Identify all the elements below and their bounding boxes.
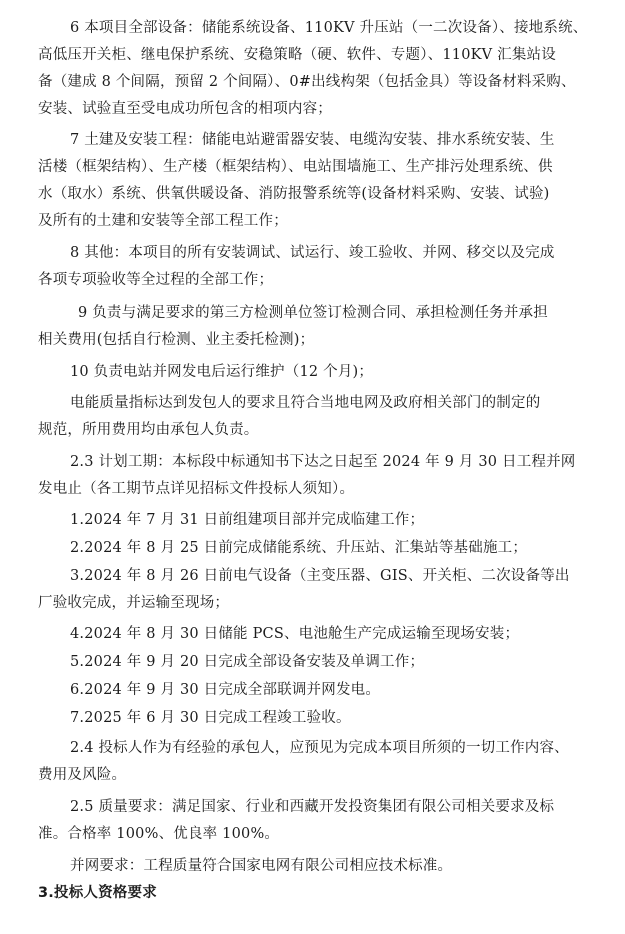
text-line: 2.4 投标人作为有经验的承包人，应预见为完成本项目所须的一切工作内容、 bbox=[70, 740, 569, 756]
text-line: 10 负责电站并网发电后运行维护（12 个月)； bbox=[70, 364, 374, 380]
text-line: 活楼（框架结构）、生产楼（框架结构）、电站围墙施工、生产排污处理系统、供 bbox=[38, 159, 553, 175]
text-line: 备（建成 8 个间隔，预留 2 个间隔）、0#出线构架（包括金具）等设备材料采购、 bbox=[38, 74, 576, 90]
text-line: 4.2024 年 8 月 30 日储能 PCS、电池舱生产完成运输至现场安装； bbox=[70, 626, 520, 642]
text-line: 准。合格率 100%、优良率 100%。 bbox=[38, 826, 280, 842]
text-line: 及所有的土建和安装等全部工程工作； bbox=[38, 213, 288, 229]
text-line: 2.2024 年 8 月 25 日前完成储能系统、升压站、汇集站等基础施工； bbox=[70, 540, 528, 556]
text-line: 9 负责与满足要求的第三方检测单位签订检测合同、承担检测任务并承担 bbox=[78, 305, 548, 321]
text-line: 3.2024 年 8 月 26 日前电气设备（主变压器、GIS、开关柜、二次设备等出 bbox=[70, 568, 570, 584]
text-line: 发电止（各工期节点详见招标文件投标人须知）。 bbox=[38, 481, 355, 497]
text-line: 电能质量指标达到发包人的要求且符合当地电网及政府相关部门的制定的 bbox=[70, 395, 541, 411]
section-title: 3.投标人资格要求 bbox=[38, 885, 157, 901]
text-line: 规范，所用费用均由承包人负责。 bbox=[38, 422, 259, 438]
text-line: 厂验收完成，并运输至现场； bbox=[38, 595, 230, 611]
text-line: 水（取水）系统、供氧供暖设备、消防报警系统等(设备材料采购、安装、试验) bbox=[38, 186, 550, 202]
text-line: 各项专项验收等全过程的全部工作； bbox=[38, 272, 274, 288]
text-line: 5.2024 年 9 月 20 日完成全部设备安装及单调工作； bbox=[70, 654, 425, 670]
text-line: 7 土建及安装工程：储能电站避雷器安装、电缆沟安装、排水系统安装、生 bbox=[70, 132, 555, 148]
text-line: 2.3 计划工期：本标段中标通知书下达之日起至 2024 年 9 月 30 日工程并网 bbox=[70, 454, 576, 470]
text-line: 8 其他：本项目的所有安装调试、试运行、竣工验收、并网、移交以及完成 bbox=[70, 245, 555, 261]
text-line: 7.2025 年 6 月 30 日完成工程竣工验收。 bbox=[70, 710, 351, 726]
text-line: 安装、试验直至受电成功所包含的相项内容； bbox=[38, 101, 332, 117]
text-line: 并网要求：工程质量符合国家电网有限公司相应技术标准。 bbox=[70, 858, 453, 874]
text-line: 2.5 质量要求：满足国家、行业和西藏开发投资集团有限公司相关要求及标 bbox=[70, 799, 555, 815]
text-line: 高低压开关柜、继电保护系统、安稳策略（硬、软件、专题）、110KV 汇集站设 bbox=[38, 47, 556, 63]
text-line: 相关费用(包括自行检测、业主委托检测)； bbox=[38, 332, 315, 348]
text-line: 1.2024 年 7 月 31 日前组建项目部并完成临建工作； bbox=[70, 512, 425, 528]
text-line: 6 本项目全部设备：储能系统设备、110KV 升压站（一二次设备）、接地系统、 bbox=[70, 20, 588, 36]
text-line: 费用及风险。 bbox=[38, 767, 127, 783]
text-line: 6.2024 年 9 月 30 日完成全部联调并网发电。 bbox=[70, 682, 381, 698]
